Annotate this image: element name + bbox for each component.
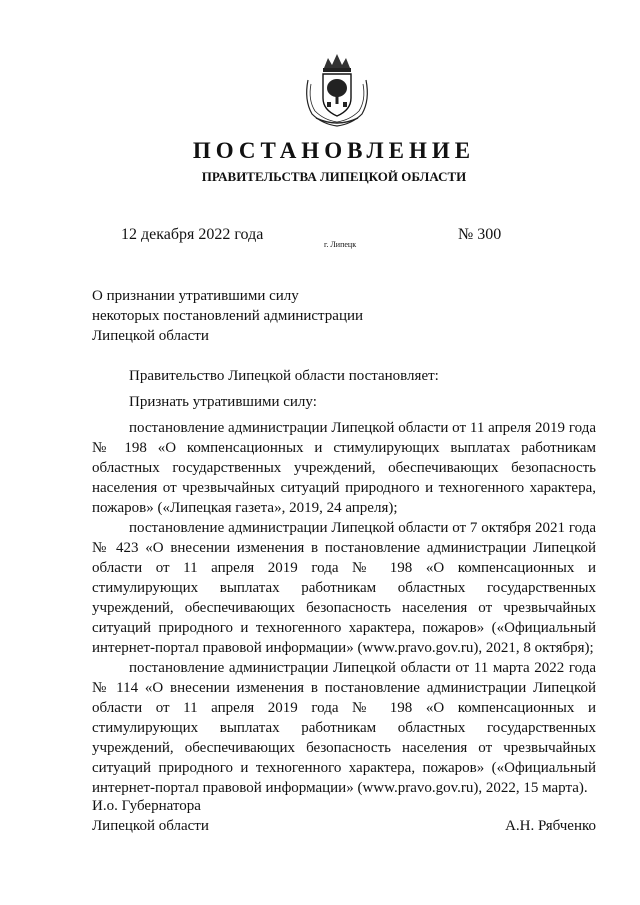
document-subject (92, 286, 412, 346)
document-title: ПОСТАНОВЛЕНИЕ (192, 138, 476, 163)
subject-line: О признании утратившими силу (92, 288, 299, 304)
document-number: № 300 (458, 226, 502, 243)
document-body (92, 366, 596, 798)
document-date: 12 декабря 2022 года (121, 226, 264, 243)
body-item: постановление администрации Липецкой области от 11 апреля 2019 года № 198 «О компенсационных и стимулирующих выплатах работникам областных государственных учреждений, обеспечивающих безопасность населения от чрезвычайных ситуаций природного и техногенного характера, пожаров» («Липецкая газета», 2019, 24 апреля); (92, 420, 596, 516)
body-item: постановление администрации Липецкой области от 7 октября 2021 года № 423 «О внесении изменения в постановление администрации Липецкой области от 11 апреля 2019 года № 198 «О компенсационных и стимулирующих выплатах работникам областных государственных учреждений, обеспечивающих безопасность населения от чрезвычайных ситуаций природного и техногенного характера, пожаров» («Официальный интернет-портал правовой информации» (www.pravo.gov.ru), 2021, 8 октября); (92, 520, 596, 656)
signatory-name: А.Н. Рябченко (505, 818, 596, 834)
body-item: постановление администрации Липецкой области от 11 марта 2022 года № 114 «О внесении изменения в постановление администрации Липецкой области от 11 апреля 2019 года № 198 «О компенсационных и стимулирующих выплатах работникам областных государственных учреждений, обеспечивающих безопасность населения от чрезвычайных ситуаций природного и техногенного характера, пожаров» («Официальный интернет-портал правовой информации» (www.pravo.gov.ru), 2022, 15 марта). (92, 660, 596, 796)
document-place: г. Липецк (324, 240, 357, 249)
coat-of-arms-icon (302, 50, 372, 128)
signature-position-line: Липецкой области (92, 818, 209, 834)
body-intro: Правительство Липецкой области постановляет: (129, 368, 439, 384)
document-subtitle: ПРАВИТЕЛЬСТВА ЛИПЕЦКОЙ ОБЛАСТИ (201, 169, 467, 184)
signature-position-line: И.о. Губернатора (92, 798, 201, 814)
signature-block (92, 796, 596, 836)
body-lead: Признать утратившими силу: (129, 394, 317, 410)
subject-line: некоторых постановлений администрации (92, 308, 364, 324)
subject-line: Липецкой области (92, 328, 209, 344)
